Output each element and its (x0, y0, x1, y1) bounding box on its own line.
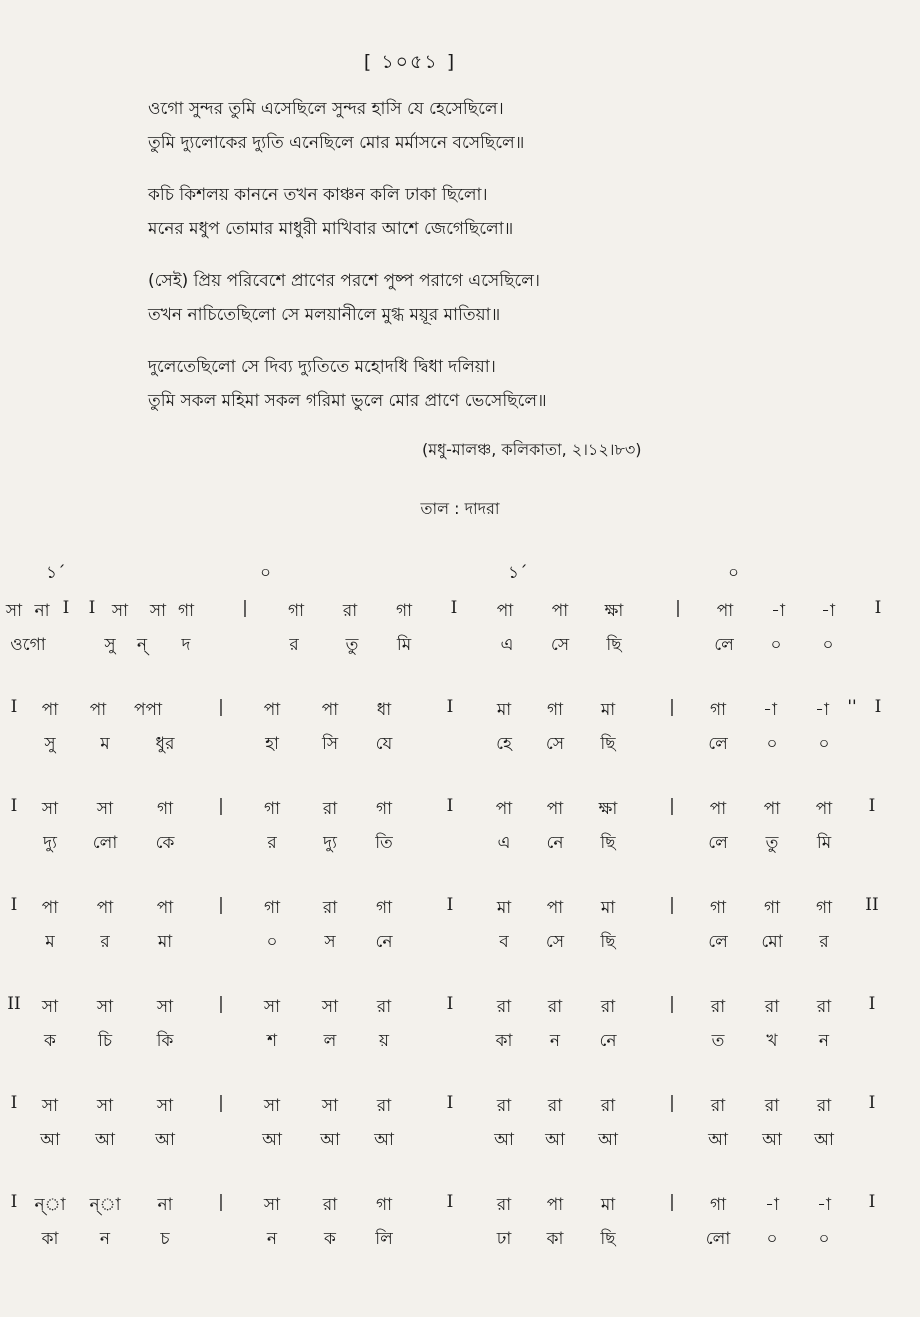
notation-row (0, 1184, 920, 1283)
swara-note: না (34, 601, 50, 621)
lyric-syllable: আ (155, 1130, 175, 1150)
swara-note: পা (263, 700, 281, 720)
swara-note: '' (847, 697, 857, 717)
bar-line: | (218, 697, 224, 717)
swara-note: পা (41, 898, 59, 918)
bar-line: I (446, 697, 454, 717)
beat-markers (0, 560, 920, 590)
swara-note: পা (546, 898, 564, 918)
swara-note: সা (41, 1096, 59, 1116)
lyric-syllable: ন (818, 1031, 830, 1051)
lyric-syllable: তি (375, 833, 393, 853)
swara-note: গা (709, 1195, 727, 1215)
notation-row (0, 788, 920, 887)
swara-note: সা (263, 997, 281, 1017)
bar-line: | (669, 1192, 675, 1212)
notation-grid (0, 590, 920, 1283)
swara-note: ন্া (89, 1195, 121, 1215)
swara-note: রা (547, 1096, 563, 1116)
lyric-syllable: ০ (818, 734, 830, 754)
swara-note: রা (816, 997, 832, 1017)
lyric-syllable: ছি (600, 734, 616, 754)
swara-note: মা (496, 700, 512, 720)
notation-row (0, 887, 920, 986)
lyric-syllable: লে (708, 833, 728, 853)
swara-note: পা (709, 799, 727, 819)
lyric-syllable: তু (765, 833, 779, 853)
lyric-syllable: এ (497, 833, 511, 853)
lyric-syllable: য় (378, 1031, 390, 1051)
lyric-syllable: ওগো (10, 635, 46, 655)
lyric-syllable: র (819, 932, 829, 952)
lyric-syllable: লে (714, 635, 734, 655)
bar-line: I (446, 796, 454, 816)
lyric-syllable: সে (545, 734, 565, 754)
lyric-syllable: লে (708, 734, 728, 754)
swara-note: গা (263, 799, 281, 819)
lyric-syllable: নে (375, 932, 393, 952)
bar-line: | (669, 796, 675, 816)
swara-note: রা (816, 1096, 832, 1116)
tala-label: তাল : দাদরা (420, 499, 500, 518)
bar-line: | (218, 1192, 224, 1212)
lyric-syllable: কা (495, 1031, 513, 1051)
swara-note: রা (322, 1195, 338, 1215)
lyric-syllable: আ (95, 1130, 115, 1150)
lyric-syllable: ০ (266, 932, 278, 952)
lyric-line: ওগো সুন্দর তুমি এসেছিলে সুন্দর হাসি যে হেসেছিলে। (148, 99, 504, 119)
attribution: (মধু-মালঞ্চ, কলিকাতা, ২।১২।৮৩) (422, 440, 642, 459)
lyric-syllable: মি (396, 635, 412, 655)
lyric-syllable: র (100, 932, 110, 952)
swara-note: -া (815, 700, 829, 720)
swara-note: সা (156, 1096, 174, 1116)
swara-note: পা (495, 799, 513, 819)
bar-line: | (669, 895, 675, 915)
lyric-syllable: আ (320, 1130, 340, 1150)
swara-note: না (157, 1195, 173, 1215)
swara-note: -া (771, 601, 785, 621)
lyric-syllable: ন্ (136, 635, 148, 655)
swara-note: গা (375, 799, 393, 819)
swara-note: -া (763, 700, 777, 720)
swara-note: রা (496, 997, 512, 1017)
lyric-syllable: র (289, 635, 299, 655)
bar-line: I (10, 796, 18, 816)
lyric-syllable: নে (546, 833, 564, 853)
stanza (148, 92, 848, 160)
swara-note: পা (496, 601, 514, 621)
lyric-syllable: ন (99, 1229, 111, 1249)
lyric-syllable: ন (549, 1031, 561, 1051)
lyric-syllable: কি (156, 1031, 174, 1051)
lyric-syllable: চি (97, 1031, 113, 1051)
swara-note: গা (287, 601, 305, 621)
swara-note: সা (321, 1096, 339, 1116)
bar-line: I (446, 1192, 454, 1212)
lyric-syllable: সে (550, 635, 570, 655)
lyric-syllable: নে (599, 1031, 617, 1051)
swara-note: পা (321, 700, 339, 720)
swara-note: রা (600, 997, 616, 1017)
lyric-syllable: ঢা (496, 1229, 512, 1249)
lyric-syllable: কা (41, 1229, 59, 1249)
song-number: [ ১০৫১ ] (363, 51, 457, 73)
lyric-syllable: লো (92, 833, 118, 853)
swara-note: গা (395, 601, 413, 621)
bar-line: I (10, 895, 18, 915)
stanza (148, 350, 848, 418)
swara-note: পা (546, 799, 564, 819)
swara-note: গা (546, 700, 564, 720)
swara-note: গা (375, 898, 393, 918)
lyric-syllable: ত (711, 1031, 725, 1051)
lyric-syllable: লি (375, 1229, 393, 1249)
lyric-syllable: মো (761, 932, 783, 952)
lyric-syllable: আ (374, 1130, 394, 1150)
lyric-syllable: র (267, 833, 277, 853)
bar-line: I (446, 1093, 454, 1113)
lyric-syllable: সু (44, 734, 56, 754)
stanza (148, 264, 848, 332)
bar-line: I (446, 895, 454, 915)
lyric-syllable: ল (323, 1031, 337, 1051)
bar-line: I (874, 598, 882, 618)
bar-line: | (242, 598, 248, 618)
bar-line: I (450, 598, 458, 618)
swara-note: সা (321, 997, 339, 1017)
swara-note: সা (96, 997, 114, 1017)
bar-line: | (218, 1093, 224, 1113)
lyric-syllable: ন (266, 1229, 278, 1249)
lyric-syllable: ম (45, 932, 55, 952)
lyric-syllable: আ (708, 1130, 728, 1150)
lyric-syllable: ছি (600, 932, 616, 952)
swara-note: রা (342, 601, 358, 621)
swara-note: রা (496, 1096, 512, 1116)
swara-note: গা (177, 601, 195, 621)
swara-note: রা (322, 799, 338, 819)
lyric-syllable: আ (545, 1130, 565, 1150)
lyric-syllable: আ (494, 1130, 514, 1150)
swara-note: মা (600, 700, 616, 720)
swara-note: গা (709, 700, 727, 720)
lyric-syllable: আ (762, 1130, 782, 1150)
swara-note: গা (156, 799, 174, 819)
lyric-syllable: সে (545, 932, 565, 952)
bar-line: I (446, 994, 454, 1014)
lyric-syllable: চ (160, 1229, 170, 1249)
notation-row (0, 590, 920, 689)
swara-note: সা (111, 601, 129, 621)
lyric-syllable: ০ (822, 635, 834, 655)
beat-marker: ০ (260, 563, 272, 583)
swara-note: সা (41, 997, 59, 1017)
lyric-syllable: যে (375, 734, 393, 754)
swara-note: সা (41, 799, 59, 819)
lyric-line: কচি কিশলয় কাননে তখন কাঞ্চন কলি ঢাকা ছিলো। (148, 185, 488, 205)
swara-note: রা (322, 898, 338, 918)
lyric-syllable: দ্যু (323, 833, 337, 853)
bar-line: I (62, 598, 70, 618)
swara-note: রা (376, 1096, 392, 1116)
lyric-syllable: আ (262, 1130, 282, 1150)
lyric-syllable: ধুর (155, 734, 175, 754)
lyric-syllable: ০ (766, 1229, 778, 1249)
lyric-syllable: সি (321, 734, 339, 754)
lyric-line: তখন নাচিতেছিলো সে মলয়ানীলে মুগ্ধ ময়ূর মাতিয়া॥ (148, 305, 501, 325)
swara-note: গা (375, 1195, 393, 1215)
bar-line: I (874, 697, 882, 717)
lyric-syllable: আ (814, 1130, 834, 1150)
bar-line: I (10, 1093, 18, 1113)
bar-line: I (88, 598, 96, 618)
swara-note: সা (263, 1096, 281, 1116)
swara-note: সা (149, 601, 167, 621)
bar-line: I (10, 1192, 18, 1212)
notation-row (0, 986, 920, 1085)
swara-note: রা (764, 1096, 780, 1116)
lyric-syllable: শ (266, 1031, 278, 1051)
lyric-syllable: ০ (818, 1229, 830, 1249)
lyric-line: দুলেতেছিলো সে দিব্য দ্যুতিতে মহোদধি দ্বিধা দলিয়া। (148, 357, 496, 377)
lyric-line: (সেই) প্রিয় পরিবেশে প্রাণের পরশে পুষ্প পরাগে এসেছিলে। (148, 271, 540, 291)
swara-note: রা (376, 997, 392, 1017)
swara-note: রা (600, 1096, 616, 1116)
swara-note: -া (817, 1195, 831, 1215)
swara-note: পা (551, 601, 569, 621)
lyric-line: তুমি দ্যুলোকের দ্যুতি এনেছিলে মোর মর্মাসনে বসেছিলে॥ (148, 133, 525, 153)
lyric-syllable: কে (155, 833, 175, 853)
lyric-syllable: আ (40, 1130, 60, 1150)
swara-note: -া (765, 1195, 779, 1215)
swara-note: গা (815, 898, 833, 918)
swara-note: গা (263, 898, 281, 918)
swara-note: সা (96, 1096, 114, 1116)
lyric-syllable: স (324, 932, 336, 952)
lyric-syllable: ক (324, 1229, 336, 1249)
swara-note: পা (546, 1195, 564, 1215)
swara-note: সা (263, 1195, 281, 1215)
swara-note: পা (763, 799, 781, 819)
lyric-line: মনের মধুপ তোমার মাধুরী মাখিবার আশে জেগেছিলো॥ (148, 219, 514, 239)
lyric-syllable: হা (265, 734, 279, 754)
lyric-syllable: এ (500, 635, 514, 655)
swara-note: পা (89, 700, 107, 720)
lyric-syllable: ০ (766, 734, 778, 754)
bar-line: | (669, 1093, 675, 1113)
swara-note: সা (96, 799, 114, 819)
lyric-syllable: খ (766, 1031, 778, 1051)
lyric-syllable: মি (816, 833, 832, 853)
swara-note: মা (496, 898, 512, 918)
bar-line: | (218, 994, 224, 1014)
bar-line: I (868, 1192, 876, 1212)
lyric-syllable: দ্যু (43, 833, 57, 853)
swara-note: ধা (376, 700, 392, 720)
bar-line: | (669, 994, 675, 1014)
swara-note: রা (710, 997, 726, 1017)
swara-note: রা (710, 1096, 726, 1116)
swara-note: মা (600, 898, 616, 918)
lyric-syllable: হে (496, 734, 512, 754)
lyric-syllable: ম (100, 734, 110, 754)
bar-line: II (7, 994, 21, 1014)
bar-line: II (865, 895, 879, 915)
swara-note: ন্া (34, 1195, 66, 1215)
swara-note: পা (96, 898, 114, 918)
lyric-syllable: ছি (606, 635, 622, 655)
lyric-syllable: ক (44, 1031, 56, 1051)
lyric-syllable: আ (598, 1130, 618, 1150)
swara-note: পা (156, 898, 174, 918)
beat-marker: ১´ (46, 563, 66, 583)
bar-line: | (218, 895, 224, 915)
swara-note: মা (600, 1195, 616, 1215)
swara-note: গা (709, 898, 727, 918)
swara-note: গা (763, 898, 781, 918)
lyric-syllable: সু (104, 635, 116, 655)
notation-row (0, 689, 920, 788)
lyric-syllable: কা (546, 1229, 564, 1249)
lyric-syllable: ছি (600, 1229, 616, 1249)
bar-line: | (675, 598, 681, 618)
beat-marker: ১´ (508, 563, 528, 583)
bar-line: I (10, 697, 18, 717)
bar-line: | (218, 796, 224, 816)
beat-marker: ০ (728, 563, 740, 583)
lyric-syllable: ব (499, 932, 509, 952)
swara-note: পা (41, 700, 59, 720)
swara-note: ক্ষা (604, 601, 624, 621)
bar-line: I (868, 994, 876, 1014)
stanza (148, 178, 848, 246)
swara-note: ক্ষা (598, 799, 618, 819)
swara-note: পা (716, 601, 734, 621)
swara-note: সা (5, 601, 23, 621)
bar-line: I (868, 1093, 876, 1113)
lyrics-block (148, 92, 848, 436)
lyric-line: তুমি সকল মহিমা সকল গরিমা ভুলে মোর প্রাণে ভেসেছিলে॥ (148, 391, 547, 411)
bar-line: | (669, 697, 675, 717)
lyric-syllable: লে (708, 932, 728, 952)
lyric-syllable: মা (157, 932, 173, 952)
bar-line: I (868, 796, 876, 816)
lyric-syllable: ০ (770, 635, 782, 655)
lyric-syllable: দ (181, 635, 191, 655)
swara-note: -া (821, 601, 835, 621)
lyric-syllable: তু (345, 635, 359, 655)
notation-row (0, 1085, 920, 1184)
swara-note: পা (815, 799, 833, 819)
lyric-syllable: লো (705, 1229, 731, 1249)
swara-note: রা (764, 997, 780, 1017)
swara-note: সা (156, 997, 174, 1017)
swara-note: রা (547, 997, 563, 1017)
swara-note: রা (496, 1195, 512, 1215)
lyric-syllable: ছি (600, 833, 616, 853)
swara-note: পপা (133, 700, 163, 720)
